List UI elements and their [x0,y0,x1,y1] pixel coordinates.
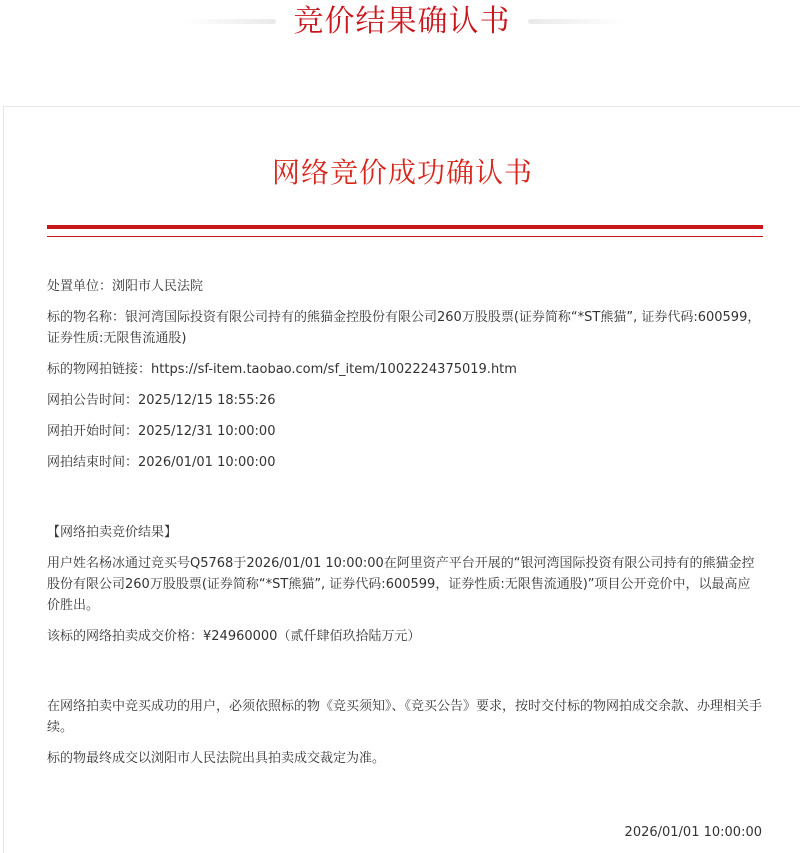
title-divider-thin [47,236,763,237]
page-header [0,0,800,46]
document-date: 2026/01/01 10:00:00 [624,825,762,840]
end-time-row [47,452,763,473]
notice-paragraph: 在网络拍卖中竞买成功的用户，必须依照标的物《竞买须知》、《竞买公告》要求，按时交付标的物网拍成交余款、办理相关手续。 [47,699,763,735]
link-row [47,359,763,380]
page-title: 竞价结果确认书 [293,4,511,39]
court-label: 处置单位： [47,279,113,294]
start-time-row [47,421,763,442]
announce-time-label: 网拍公告时间： [47,393,139,408]
start-time-value: 2025/12/31 10:00:00 [138,424,276,439]
confirmation-card [3,106,800,853]
document-title: 网络竞价成功确认书 [271,156,533,189]
start-time-label: 网拍开始时间： [47,424,139,439]
header-left-rule [184,19,276,24]
result-heading: 【网络拍卖竞价结果】 [47,525,178,540]
final-paragraph: 标的物最终成交以浏阳市人民法院出具拍卖成交裁定为准。 [47,751,386,766]
court-row [47,276,763,297]
court-value: 浏阳市人民法院 [112,279,204,294]
end-time-value: 2026/01/01 10:00:00 [138,455,276,470]
end-time-label: 网拍结束时间： [47,455,139,470]
title-divider-thick [47,225,763,229]
link-label: 标的物网拍链接： [47,362,152,377]
auction-link[interactable]: https://sf-item.taobao.com/sf_item/1002224375019.htm [151,362,517,377]
result-paragraph: 用户姓名杨冰通过竞买号Q5768于2026/01/01 10:00:00在阿里资产平台开展的“银河湾国际投资有限公司持有的熊猫金控股份有限公司260万股股票(证券简称“*ST熊猫”, 证券代码:600599，证券性质:无限售流通股)”项目公开竞价中，以最高应价胜出。 [47,556,755,613]
subject-label: 标的物名称： [47,310,126,325]
announce-time-value: 2025/12/15 18:55:26 [138,393,276,408]
announce-time-row [47,390,763,411]
header-right-rule [528,19,624,24]
subject-row [47,307,763,349]
subject-value: 银河湾国际投资有限公司持有的熊猫金控股份有限公司260万股股票(证券简称“*ST熊猫”, 证券代码:600599，证券性质:无限售流通股) [47,310,761,346]
price-line: 该标的网络拍卖成交价格：¥24960000（贰仟肆佰玖拾陆万元） [47,629,421,644]
